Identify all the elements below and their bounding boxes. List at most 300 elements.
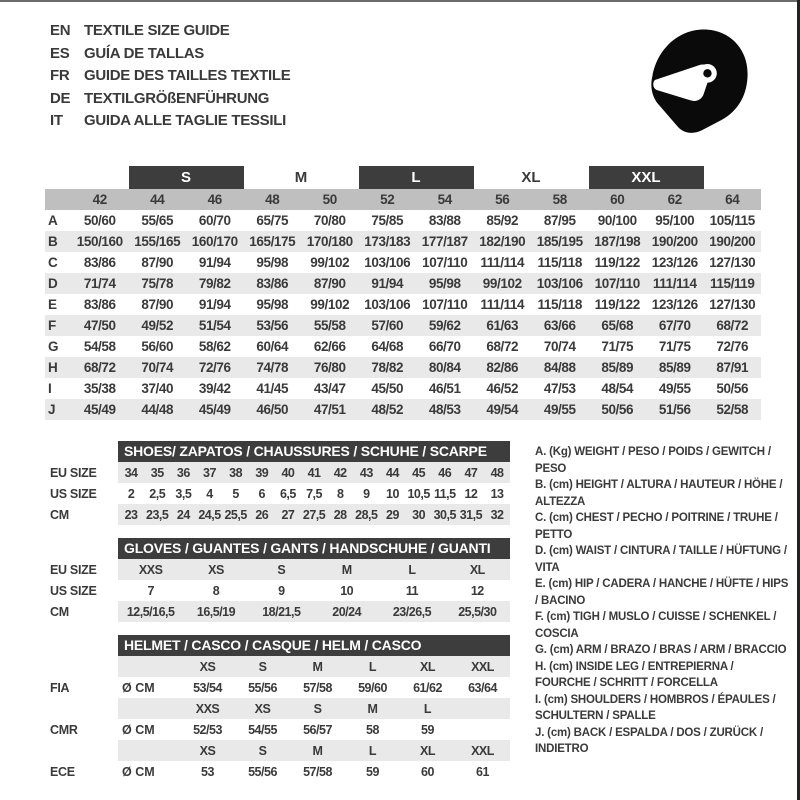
measure-letter-cell: D bbox=[45, 273, 71, 294]
helmet-value-cell: 57/58 bbox=[303, 764, 332, 779]
size-number-cell: 62 bbox=[646, 189, 704, 210]
measure-value-cell: 47/53 bbox=[543, 381, 576, 396]
value-cell: M bbox=[341, 562, 352, 577]
measure-value-cell: 103/106 bbox=[364, 255, 411, 270]
value-cell: 23/26,5 bbox=[392, 604, 432, 619]
size-group-label: XXL bbox=[589, 166, 704, 189]
size-number-cell: 52 bbox=[359, 189, 417, 210]
measure-letter-cell: G bbox=[48, 339, 59, 354]
shoes-title: SHOES/ ZAPATOS / CHAUSSURES / SCHUHE / SCARPE bbox=[118, 441, 510, 462]
measure-value-cell: 85/89 bbox=[646, 357, 704, 378]
unit-label: Ø CM bbox=[122, 722, 155, 737]
shoes-rows bbox=[50, 462, 510, 525]
textile-size-table bbox=[45, 166, 761, 420]
helmet-size-cell: M bbox=[312, 659, 323, 674]
helmet-rows bbox=[50, 656, 510, 782]
helmet-title: HELMET / CASCO / CASQUE / HELM / CASCO bbox=[118, 635, 510, 656]
measure-value-cell: 107/110 bbox=[589, 273, 647, 294]
language-label: TEXTILGRÖßENFÜHRUNG bbox=[84, 89, 270, 107]
racing-helmet-icon bbox=[644, 18, 756, 138]
helmet-value-cell: 56/57 bbox=[303, 722, 332, 737]
row-cells bbox=[118, 761, 510, 782]
measure-value-cell: 59/62 bbox=[416, 315, 474, 336]
value-cell: 35 bbox=[150, 465, 164, 480]
value-cell: 5 bbox=[232, 486, 239, 501]
standard-label: FIA bbox=[50, 680, 70, 695]
measure-value-cell: 87/95 bbox=[543, 213, 576, 228]
measurement-legend bbox=[535, 444, 791, 758]
language-row bbox=[50, 20, 290, 43]
measure-value-cell: 50/56 bbox=[716, 381, 749, 396]
measure-value-cell: 78/82 bbox=[359, 357, 417, 378]
measure-value-cell: 105/115 bbox=[709, 213, 755, 228]
value-cell: 4 bbox=[206, 486, 213, 501]
measure-value-cell: 82/86 bbox=[474, 357, 532, 378]
measure-value-cell: 95/98 bbox=[416, 273, 474, 294]
measure-value-cell: 41/45 bbox=[256, 381, 289, 396]
measure-value-cell: 87/90 bbox=[141, 255, 174, 270]
measure-value-cell: 165/175 bbox=[244, 231, 302, 252]
value-cell: 39 bbox=[255, 465, 269, 480]
measure-value-cell: 87/90 bbox=[141, 297, 174, 312]
row-cells bbox=[118, 559, 510, 580]
value-cell: 26 bbox=[255, 507, 269, 522]
value-cell: 43 bbox=[359, 465, 373, 480]
value-cell: 45 bbox=[412, 465, 426, 480]
shoes-section bbox=[50, 441, 510, 525]
row-label: EU SIZE bbox=[50, 562, 97, 577]
measure-value-cell: 45/49 bbox=[186, 399, 244, 420]
helmet-size-cell: XXS bbox=[195, 701, 220, 716]
language-row bbox=[50, 65, 290, 88]
measure-value-cell: 46/52 bbox=[486, 381, 519, 396]
measure-value-cell: 91/94 bbox=[198, 297, 231, 312]
measure-value-cell: 107/110 bbox=[422, 297, 468, 312]
gloves-row bbox=[50, 580, 510, 601]
value-cell: 34 bbox=[124, 465, 138, 480]
value-cell: 27,5 bbox=[302, 507, 326, 522]
language-label: TEXTILE SIZE GUIDE bbox=[84, 22, 230, 39]
measure-value-cell: 119/122 bbox=[594, 297, 640, 312]
helmet-value-row bbox=[50, 719, 510, 740]
textile-measure-row bbox=[45, 399, 761, 420]
value-cell: 28 bbox=[333, 507, 347, 522]
measure-value-cell: 37/40 bbox=[141, 381, 174, 396]
size-number-cell: 48 bbox=[244, 189, 302, 210]
value-cell: 12 bbox=[464, 486, 478, 501]
measure-value-cell: 51/56 bbox=[646, 399, 704, 420]
standard-label: ECE bbox=[50, 764, 75, 779]
row-cells bbox=[118, 504, 510, 525]
textile-measure-row bbox=[45, 294, 761, 315]
value-cell: 20/24 bbox=[332, 604, 362, 619]
value-cell: 47 bbox=[464, 465, 478, 480]
language-code: FR bbox=[50, 67, 70, 84]
measure-value-cell: 150/160 bbox=[71, 231, 129, 252]
value-cell: 10,5 bbox=[407, 486, 430, 501]
size-number-cell: 56 bbox=[474, 189, 532, 210]
size-number-cell: 50 bbox=[301, 189, 359, 210]
value-cell: 24,5 bbox=[198, 507, 221, 522]
value-cell: 27 bbox=[281, 507, 295, 522]
measure-value-cell: 173/183 bbox=[359, 231, 417, 252]
helmet-size-cell: S bbox=[258, 659, 267, 674]
row-cells bbox=[118, 719, 510, 740]
measure-value-cell: 90/100 bbox=[597, 213, 637, 228]
value-cell: 23 bbox=[124, 507, 138, 522]
measure-value-cell: 85/92 bbox=[486, 213, 519, 228]
measure-value-cell: 123/126 bbox=[651, 297, 698, 312]
measure-value-cell: 64/68 bbox=[371, 339, 404, 354]
lower-tables bbox=[50, 441, 510, 795]
measure-value-cell: 103/106 bbox=[531, 273, 589, 294]
shoes-row bbox=[50, 504, 510, 525]
language-row bbox=[50, 88, 290, 111]
helmet-value-cell: 59 bbox=[366, 764, 379, 779]
value-cell: 10 bbox=[340, 583, 354, 598]
measure-value-cell: 111/114 bbox=[480, 297, 525, 312]
measure-value-cell: 71/75 bbox=[658, 339, 691, 354]
legend-item: G. (cm) ARM / BRAZO / BRAS / ARM / BRACCIO bbox=[535, 644, 787, 656]
size-number-cell: 60 bbox=[589, 189, 647, 210]
value-cell: 6,5 bbox=[279, 486, 296, 501]
measure-value-cell: 70/74 bbox=[129, 357, 187, 378]
size-number-cell: 64 bbox=[704, 189, 762, 210]
measure-value-cell: 95/98 bbox=[256, 297, 289, 312]
measure-value-cell: 185/195 bbox=[531, 231, 589, 252]
measure-value-cell: 48/54 bbox=[601, 381, 634, 396]
helmet-value-cell: 59 bbox=[421, 722, 434, 737]
helmet-size-cell: S bbox=[258, 743, 267, 758]
measure-value-cell: 75/85 bbox=[371, 213, 404, 228]
value-cell: 29 bbox=[386, 507, 399, 522]
helmet-size-cell: M bbox=[367, 701, 378, 716]
measure-value-cell: 46/51 bbox=[428, 381, 461, 396]
measure-letter-cell: F bbox=[45, 315, 71, 336]
value-cell: 48 bbox=[490, 465, 504, 480]
measure-value-cell: 63/66 bbox=[531, 315, 589, 336]
legend-item: A. (Kg) WEIGHT / PESO / POIDS / GEWITCH / PESO bbox=[535, 446, 771, 475]
measure-value-cell: 50/56 bbox=[589, 399, 647, 420]
measure-value-cell: 160/170 bbox=[186, 231, 244, 252]
measure-value-cell: 45/50 bbox=[371, 381, 404, 396]
measure-value-cell: 99/102 bbox=[310, 297, 350, 312]
measure-letter-cell: B bbox=[45, 231, 71, 252]
measure-value-cell: 123/126 bbox=[651, 255, 698, 270]
legend-item: F. (cm) TIGH / MUSLO / CUISSE / SCHENKEL / COSCIA bbox=[535, 611, 777, 640]
size-group-label: XL bbox=[521, 169, 541, 186]
helmet-size-row bbox=[50, 698, 510, 719]
measure-value-cell: 99/102 bbox=[474, 273, 532, 294]
helmet-size-cell: L bbox=[423, 701, 432, 716]
measure-value-cell: 60/64 bbox=[256, 339, 289, 354]
measure-value-cell: 91/94 bbox=[359, 273, 417, 294]
value-cell: 13 bbox=[490, 486, 504, 501]
textile-group-header-row bbox=[45, 166, 761, 189]
language-row bbox=[50, 43, 290, 66]
language-label: GUÍA DE TALLAS bbox=[84, 44, 204, 62]
value-cell: 25,5 bbox=[224, 507, 247, 522]
measure-value-cell: 83/86 bbox=[83, 297, 116, 312]
row-label: US SIZE bbox=[50, 486, 97, 501]
value-cell: 36 bbox=[176, 465, 190, 480]
language-label: GUIDE DES TAILLES TEXTILE bbox=[84, 67, 291, 84]
size-number-cell: 58 bbox=[531, 189, 589, 210]
measure-value-cell: 95/100 bbox=[655, 213, 695, 228]
measure-value-cell: 44/48 bbox=[129, 399, 187, 420]
measure-value-cell: 87/90 bbox=[301, 273, 359, 294]
measure-value-cell: 56/60 bbox=[141, 339, 174, 354]
racing-helmet-icon-svg bbox=[644, 18, 756, 138]
helmet-size-cell: XS bbox=[254, 701, 271, 716]
measure-value-cell: 115/118 bbox=[537, 297, 582, 312]
helmet-value-cell: 53/54 bbox=[193, 680, 222, 695]
measure-value-cell: 61/63 bbox=[474, 315, 532, 336]
gloves-rows bbox=[50, 559, 510, 622]
value-cell: 12 bbox=[470, 583, 484, 598]
measure-value-cell: 95/98 bbox=[256, 255, 289, 270]
helmet-size-cell: S bbox=[313, 701, 322, 716]
value-cell: 8 bbox=[212, 583, 220, 598]
measure-value-cell: 54/58 bbox=[83, 339, 116, 354]
textile-measure-row bbox=[45, 210, 761, 231]
helmet-value-cell: 61 bbox=[476, 764, 489, 779]
value-cell: 41 bbox=[307, 465, 321, 480]
measure-value-cell: 182/190 bbox=[474, 231, 532, 252]
value-cell: 2,5 bbox=[149, 486, 166, 501]
shoes-row bbox=[50, 483, 510, 504]
measure-value-cell: 72/76 bbox=[716, 339, 749, 354]
unit-label: Ø CM bbox=[122, 680, 155, 695]
textile-measure-row bbox=[45, 252, 761, 273]
value-cell: 28,5 bbox=[355, 507, 378, 522]
measure-value-cell: 45/49 bbox=[71, 399, 129, 420]
measure-letter-cell: J bbox=[45, 399, 71, 420]
language-code: EN bbox=[50, 22, 71, 39]
row-label bbox=[50, 656, 118, 677]
helmet-value-row bbox=[50, 761, 510, 782]
measure-value-cell: 50/60 bbox=[83, 213, 116, 228]
measure-letter-cell: H bbox=[45, 357, 71, 378]
row-cells bbox=[118, 740, 510, 761]
textile-measure-row bbox=[45, 378, 761, 399]
legend-item: J. (cm) BACK / ESPALDA / DOS / ZURÜCK / INDIETRO bbox=[535, 726, 763, 755]
textile-measure-row bbox=[45, 231, 761, 252]
textile-measure-row bbox=[45, 315, 761, 336]
measure-value-cell: 49/52 bbox=[129, 315, 187, 336]
measure-value-cell: 70/74 bbox=[543, 339, 576, 354]
measure-value-cell: 83/88 bbox=[428, 213, 461, 228]
measure-value-cell: 49/55 bbox=[658, 381, 691, 396]
measure-value-cell: 48/53 bbox=[416, 399, 474, 420]
measure-value-cell: 83/86 bbox=[83, 255, 116, 270]
textile-measure-row bbox=[45, 357, 761, 378]
value-cell: 46 bbox=[438, 465, 452, 480]
language-code: DE bbox=[50, 89, 71, 107]
measure-value-cell: 83/86 bbox=[244, 273, 302, 294]
helmet-size-row bbox=[50, 740, 510, 761]
measure-value-cell: 71/74 bbox=[71, 273, 129, 294]
measure-value-cell: 47/51 bbox=[301, 399, 359, 420]
value-cell: 11 bbox=[405, 583, 419, 598]
helmet-section bbox=[50, 635, 510, 782]
gloves-section bbox=[50, 538, 510, 622]
measure-value-cell: 43/47 bbox=[313, 381, 346, 396]
helmet-size-cell: XS bbox=[199, 659, 216, 674]
textile-body bbox=[45, 166, 761, 420]
helmet-value-cell: 63/64 bbox=[468, 680, 497, 695]
measure-value-cell: 47/50 bbox=[71, 315, 129, 336]
value-cell: 8 bbox=[336, 486, 344, 501]
value-cell: 7,5 bbox=[306, 486, 322, 501]
sizes-row-spacer bbox=[45, 189, 71, 210]
helmet-value-cell: 53 bbox=[201, 764, 214, 779]
value-cell: L bbox=[408, 562, 416, 577]
row-label: US SIZE bbox=[50, 583, 97, 598]
measure-value-cell: 60/70 bbox=[198, 213, 231, 228]
value-cell: 30,5 bbox=[433, 507, 456, 522]
helmet-size-cell: XL bbox=[420, 743, 435, 758]
value-cell: 23,5 bbox=[146, 507, 169, 522]
helmet-value-cell: 61/62 bbox=[413, 680, 442, 695]
helmet-value-cell: 60 bbox=[421, 764, 434, 779]
measure-value-cell: 127/130 bbox=[709, 255, 756, 270]
textile-sizes-row bbox=[45, 189, 761, 210]
row-label: CM bbox=[50, 507, 69, 522]
language-row bbox=[50, 110, 290, 133]
row-cells bbox=[118, 677, 510, 698]
legend-item: H. (cm) INSIDE LEG / ENTREPIERNA / FOURCHE / SCHRITT / FORCELLA bbox=[535, 660, 734, 689]
helmet-size-cell: XXL bbox=[471, 659, 494, 674]
value-cell: 44 bbox=[386, 465, 399, 480]
measure-value-cell: 127/130 bbox=[709, 297, 756, 312]
helmet-size-row bbox=[50, 656, 510, 677]
value-cell: 40 bbox=[281, 465, 295, 480]
size-number-cell: 42 bbox=[71, 189, 129, 210]
measure-value-cell: 58/62 bbox=[198, 339, 231, 354]
helmet-value-cell: 54/55 bbox=[248, 722, 277, 737]
row-cells bbox=[118, 462, 510, 483]
standard-label: CMR bbox=[50, 722, 78, 737]
value-cell: 38 bbox=[229, 465, 243, 480]
helmet-size-cell: M bbox=[312, 743, 323, 758]
language-code: IT bbox=[50, 112, 63, 129]
measure-value-cell: 190/200 bbox=[704, 231, 762, 252]
top-border-line bbox=[0, 0, 800, 2]
shoes-row bbox=[50, 462, 510, 483]
measure-value-cell: 55/65 bbox=[141, 213, 174, 228]
helmet-value-cell: 55/56 bbox=[248, 764, 277, 779]
row-label bbox=[50, 698, 118, 719]
value-cell: 10 bbox=[386, 486, 399, 501]
measure-value-cell: 84/88 bbox=[531, 357, 589, 378]
measure-value-cell: 53/56 bbox=[244, 315, 302, 336]
measure-value-cell: 85/89 bbox=[589, 357, 647, 378]
measure-letter-cell: I bbox=[48, 381, 52, 396]
size-group-label: L bbox=[359, 166, 474, 189]
value-cell: 7 bbox=[147, 583, 154, 598]
measure-value-cell: 80/84 bbox=[416, 357, 474, 378]
measure-value-cell: 111/114 bbox=[646, 273, 704, 294]
legend-item: C. (cm) CHEST / PECHO / POITRINE / TRUHE / PETTO bbox=[535, 512, 778, 541]
gloves-row bbox=[50, 601, 510, 622]
measure-value-cell: 46/50 bbox=[244, 399, 302, 420]
measure-value-cell: 66/70 bbox=[428, 339, 461, 354]
value-cell: XL bbox=[469, 562, 485, 577]
helmet-value-cell: 57/58 bbox=[303, 680, 332, 695]
size-group-label: S bbox=[129, 166, 244, 189]
measure-value-cell: 70/80 bbox=[313, 213, 346, 228]
row-label: EU SIZE bbox=[50, 465, 97, 480]
row-label: CM bbox=[50, 604, 69, 619]
legend-item: E. (cm) HIP / CADERA / HANCHE / HÜFTE / HIPS / BACINO bbox=[535, 578, 789, 607]
value-cell: 31,5 bbox=[459, 507, 483, 522]
value-cell: 24 bbox=[176, 507, 190, 522]
measure-value-cell: 72/76 bbox=[186, 357, 244, 378]
measure-value-cell: 71/75 bbox=[601, 339, 634, 354]
size-number-cell: 44 bbox=[129, 189, 187, 210]
helmet-size-cell: XL bbox=[420, 659, 435, 674]
row-cells bbox=[118, 580, 510, 601]
measure-value-cell: 49/55 bbox=[531, 399, 589, 420]
legend-item: D. (cm) WAIST / CINTURA / TAILLE / HÜFTUNG / VITA bbox=[535, 545, 787, 574]
measure-letter-cell: C bbox=[48, 255, 58, 270]
value-cell: 37 bbox=[203, 465, 216, 480]
helmet-value-cell: 55/56 bbox=[248, 680, 277, 695]
measure-value-cell: 87/91 bbox=[704, 357, 762, 378]
measure-value-cell: 39/42 bbox=[198, 381, 231, 396]
language-code: ES bbox=[50, 44, 70, 62]
measure-value-cell: 57/60 bbox=[359, 315, 417, 336]
row-cells bbox=[118, 698, 510, 719]
value-cell: 3,5 bbox=[175, 486, 192, 501]
textile-measure-row bbox=[45, 273, 761, 294]
measure-value-cell: 55/58 bbox=[301, 315, 359, 336]
measure-value-cell: 76/80 bbox=[301, 357, 359, 378]
unit-label: Ø CM bbox=[122, 764, 155, 779]
measure-letter-cell: E bbox=[48, 297, 57, 312]
measure-value-cell: 68/72 bbox=[704, 315, 762, 336]
legend-item: B. (cm) HEIGHT / ALTURA / HAUTEUR / HÖHE / ALTEZZA bbox=[535, 479, 783, 508]
helmet-size-cell: L bbox=[368, 659, 377, 674]
measure-value-cell: 65/68 bbox=[589, 315, 647, 336]
value-cell: 2 bbox=[127, 486, 135, 501]
measure-value-cell: 115/118 bbox=[537, 255, 582, 270]
measure-value-cell: 99/102 bbox=[310, 255, 350, 270]
value-cell: 42 bbox=[333, 465, 347, 480]
value-cell: 32 bbox=[490, 507, 504, 522]
measure-value-cell: 115/119 bbox=[704, 273, 762, 294]
measure-value-cell: 35/38 bbox=[83, 381, 116, 396]
measure-value-cell: 155/165 bbox=[129, 231, 187, 252]
value-cell: 9 bbox=[278, 583, 285, 598]
measure-value-cell: 190/200 bbox=[646, 231, 704, 252]
size-number-cell: 54 bbox=[416, 189, 474, 210]
helmet-value-row bbox=[50, 677, 510, 698]
measure-value-cell: 74/78 bbox=[244, 357, 302, 378]
helmet-value-cell: 52/53 bbox=[193, 722, 222, 737]
value-cell: XXS bbox=[138, 562, 163, 577]
helmet-size-cell: XS bbox=[199, 743, 216, 758]
measure-value-cell: 103/106 bbox=[364, 297, 411, 312]
size-number-cell: 46 bbox=[186, 189, 244, 210]
value-cell: 30 bbox=[412, 507, 426, 522]
textile-measure-row bbox=[45, 336, 761, 357]
value-cell: XS bbox=[208, 562, 224, 577]
group-header-spacer bbox=[704, 166, 762, 189]
measure-value-cell: 79/82 bbox=[186, 273, 244, 294]
measure-value-cell: 52/58 bbox=[704, 399, 762, 420]
